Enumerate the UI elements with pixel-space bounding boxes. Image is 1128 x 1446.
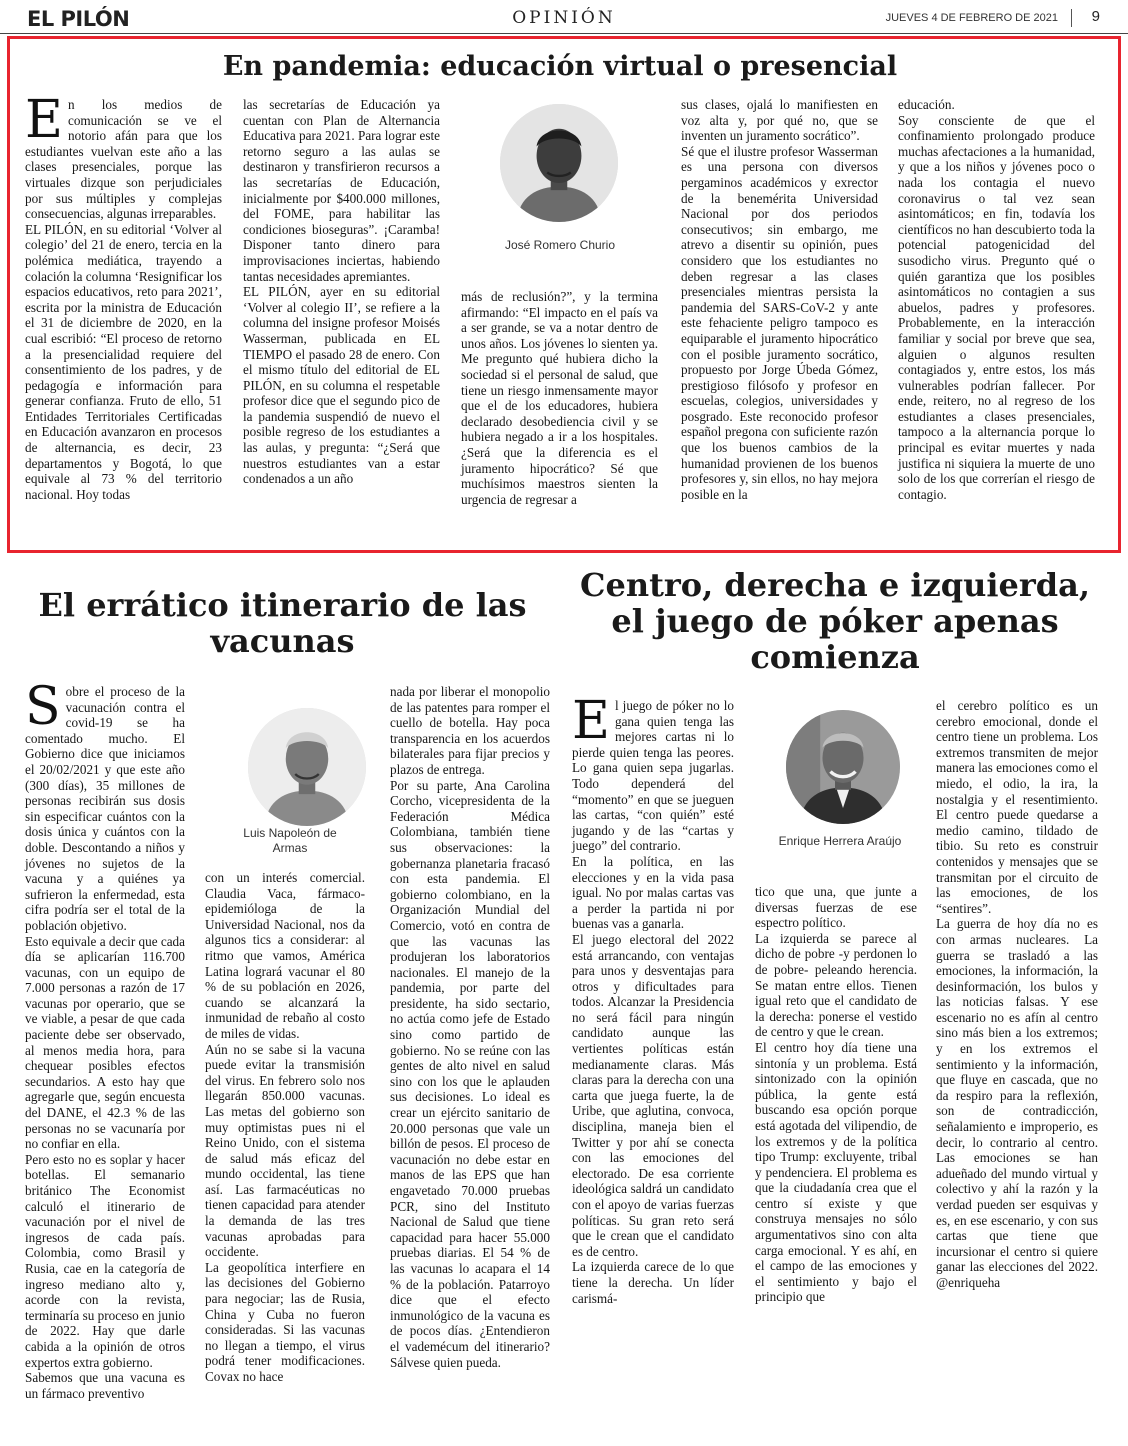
paragraph: el cerebro político es un cerebro emocional, donde el centro tiene un problema. Los extremos transmiten de mejor manera las emociones como el miedo, el odio, la ira, la nostalgia y el resentimiento. El centro puede quedarse a medio camino, tildado de tibio. Su reto es construir contenidos y mensajes que se transmitan por el circuito de las emociones, de los “sentires”. bbox=[936, 698, 1098, 916]
author-name-romero: José Romero Churio bbox=[504, 238, 616, 252]
author-photo-romero bbox=[500, 104, 618, 222]
author-name-herrera: Enrique Herrera Araújo bbox=[778, 834, 902, 848]
paragraph: En los medios de comunicación se ve el notorio afán para que los estudiantes vuelvan este año a las clases presenciales, porque las virtuales dizque son perjudiciales por sus múltiples y complejas consecuencias, algunas irreparables. bbox=[25, 90, 222, 222]
paragraph: Esto equivale a decir que cada día se aplicarían 116.700 vacunas, con un equipo de 7.000 personas a razón de 17 vacunas por operario, que se ve viable, a pesar de que cada paciente debe ser observado, al menos media hora, para chequear posibles efectos secundarios. A esto hay que agregarle que, según encuesta del DANE, el 42.3 % de las personas no se vacunaría por no confiar en ella. bbox=[25, 933, 186, 1152]
paragraph: Soy consciente de que el confinamiento prolongado produce muchas afectaciones a la humanidad, y que a los niños y jóvenes poco o nada los contagia el nuevo coronavirus o tal vez sean asintomáticos; en fin, todavía los científicos no han descubierto toda la potencial patogenicidad del susodicho virus. Pregunto qué o quién garantiza que los posibles asintomáticos no contagien a sus abuelos, padres y profesores. Probablemente, en la interacción familiar y social por breve que sea, alguien o algunos resulten contagiados y, entre estos, los más vulnerables podrían fallecer. Por ende, reitero, no al regreso de los estudiantes a clases presenciales, tampoco a la alternancia porque lo principal es evitar muertes y nada justifica ni siquiera la muerte de uno solo de los que correrían el riesgo de contagio. bbox=[898, 112, 1095, 502]
article-centro-column-1 bbox=[572, 691, 734, 1306]
paragraph: En la política, en las elecciones y en la vida pasa igual. No por malas cartas vas a perder la partida ni por buenas vas a ganarla. bbox=[572, 853, 734, 932]
article-centro-column-2 bbox=[755, 884, 917, 1305]
section-title: OPINIÓN bbox=[512, 8, 616, 28]
article-pandemia-column-4 bbox=[681, 97, 878, 502]
paragraph: EL PILÓN, en su editorial ‘Volver al colegio’ del 21 de enero, tercia en la polémica mediática, trayendo a colación la columna ‘Resignificar los espacios educativos, reto para 2021’, escrita por la ministra de Educación el 31 de diciembre de 2020, en la cual escribió: “El proceso de retorno a la presencialidad requiere del consentimiento de los padres, y de pedagogía e información para generar confianza. Fruto de ello, 51 Entidades Territoriales Certificadas en Educación avanzaron en procesos de alternancia, es decir, 23 departamentos y Bogotá, lo que equivale al 73 % del territorio nacional. Hoy todas bbox=[25, 221, 223, 502]
article-pandemia-column-2 bbox=[243, 97, 440, 487]
article-headline-centro: Centro, derecha e izquierda, el juego de póker apenas comienza bbox=[579, 566, 1091, 676]
article-vacunas-column-1 bbox=[25, 677, 186, 1401]
paragraph: Por su parte, Ana Carolina Corcho, vicepresidenta de la Federación Médica Colombiana, también tiene sus observaciones: la gobernanza planetaria fracasó con esta pandemia. El gobierno colombiano, en la Organización Mundial del Comercio, votó en contra de que las vacunas las produjeran los laboratorios nacionales. El manejo de la pandemia, por parte del presidente, ha sido sectario, no actúa como jefe de Estado sino como partido de gobierno. No se reúne con las gentes de alto nivel en salud sino con los que le aplauden sus decisiones. Lo ideal es crear un ejército sanitario de 20.000 personas que vale un billón de pesos. El proceso de vacunación no debe estar en manos de las EPS que han engavetado 70.000 pruebas PCR, sino del Instituto Nacional de Salud que tiene capacidad para hacer 55.000 pruebas diarias. El 54 % de las vacunas lo acapara el 14 % de la población. Patarroyo dice que el efecto inmunológico de la vacuna es de pocos días. ¿Entendieron el vademécum del itinerario? Sálvese quien pueda. bbox=[390, 777, 550, 1370]
article-centro-column-3 bbox=[936, 698, 1098, 1291]
paragraph: La geopolítica interfiere en las decisiones del Gobierno para negociar; las de Rusia, China y Cuba no fueron consideradas. Si las vacunas no llegan a tiempo, el virus podrá tener modificaciones. Covax no hace bbox=[205, 1259, 365, 1384]
paragraph: La izquierda se parece al dicho de pobre -y perdonen lo de pobre- peleando herencia. Se matan entre ellos. Tienen igual reto que el candidato de la derecha: ponerse el vestido de centro y que le crean. bbox=[755, 930, 917, 1040]
paragraph: con un interés comercial. Claudia Vaca, fármaco-epidemióloga de la Universidad Nacional, nos da algunos tics a considerar: al ritmo que vamos, América Latina logrará vacunar el 80 % de su población en 2026, cuando se alcanzará la inmunidad de rebaño al costo de miles de vidas. bbox=[205, 870, 365, 1041]
article-vacunas-column-2 bbox=[205, 870, 365, 1385]
page-header bbox=[0, 0, 1128, 34]
paragraph: El juego electoral del 2022 está arrancando, con ventajas para unos y desventajas para otros y dificultades para todos. Alcanzar la Presidencia no será fácil para ningún candidato aunque las vertientes políticas están medianamente claras. Más claras para la derecha con una carta que juega fuerte, la de Uribe, que aglutina, convoca, disciplina, maneja bien el Twitter y por ahí se conecta con las emociones del electorado. De esa corriente ideológica saldrá un candidato con el apoyo de varias fuerzas políticas. Su gran reto será que le crean que el candidato es de centro. bbox=[572, 931, 734, 1259]
paragraph: educación. bbox=[898, 97, 955, 112]
header-divider bbox=[1071, 9, 1072, 27]
author-photo-herrera bbox=[786, 710, 900, 824]
paragraph: Sobre el proceso de la vacunación contra el covid-19 se ha comentado mucho. El Gobierno dice que iniciamos el 20/02/2021 y que este año (300 días), 35 millones de personas recibirán sus dosis sin especificar cuántos con la dosis única y cuántos con la doble. Descontando a niños y jóvenes no sujetos de la vacuna y a quiénes ya sufrieron la enfermedad, esta cifra podría ser el total de la población objetivo. bbox=[25, 677, 185, 933]
article-headline-pandemia: En pandemia: educación virtual o presencial bbox=[222, 51, 898, 82]
paragraph: Pero esto no es soplar y hacer botellas. El semanario británico The Economist calculó el itinerario de vacunación por el nivel de ingresos de cada país. Colombia, como Brasil y Rusia, cae en la categoría de ingreso mediano alto y, acorde con la revista, terminaría su proceso en junio de 2022. Hay que darle cabida a la opinión de otros expertos extra gobierno. bbox=[25, 1151, 185, 1370]
portrait-icon bbox=[248, 708, 366, 826]
paragraph: La guerra de hoy día no es con armas nucleares. La guerra se trasladó a las emociones, la información, la desinformación, los bulos y las noticias falsas. Y ese escenario no es afín al centro sino más bien a los extremos; y en los extremos el sentimiento y la información, que fluye en cascada, que no da respiro para la reflexión, son de contradicción, señalamiento e improperio, es decir, lo contrario al centro. Las emociones se han adueñado del mundo virtual y colectivo y ahí la razón y la verdad pueden ser esquivas y es, en ese escenario, y con sus cartas que tiene que incursionar el centro si quiere ganar las elecciones del 2022. @enriqueha bbox=[936, 916, 1098, 1290]
paragraph: nada por liberar el monopolio de las patentes para romper el cuello de botella. Hay poca transparencia en los acuerdos bilaterales para fijar precios y plazos de entrega. bbox=[390, 684, 550, 777]
article-pandemia-column-3 bbox=[461, 289, 658, 507]
paragraph: Sabemos que una vacuna es un fármaco preventivo bbox=[25, 1370, 185, 1401]
newspaper-logo: EL PILÓN bbox=[27, 7, 130, 31]
paragraph: El juego de póker no lo gana quien tenga las mejores cartas ni lo pierde quien tenga las peores. Lo gana quien sepa jugarlas. Todo dependerá del “momento” en que se jueguen las cartas, “con quién” esté jugando y de las “cartas y juego” del contrario. bbox=[572, 691, 734, 854]
paragraph: Sé que el ilustre profesor Wasserman es una persona con diversos pergaminos académicos y exrector de la benemérita Universidad Nacional por dos periodos consecutivos; sin embargo, me atrevo a disentir su opinión, pues considero que los estudiantes no deben regresar a las clases presenciales mientras persista la pandemia del SARS-CoV-2 y ante este fehaciente peligro tampoco es equiparable el juramento hipocrático con el posible juramento socrático, propuesto por Jorge Úbeda Gómez, prestigioso filósofo y profesor en escuelas, colegios, universidades y posgrado. Este reconocido profesor español pregona con suficiente razón que los buenos cambios de la humanidad provienen de los buenos profesores y, sin ellos, no hay mejora posible en la bbox=[681, 143, 878, 502]
author-name-napoleon: Luis Napoleón de Armas bbox=[243, 826, 337, 855]
paragraph: más de reclusión?”, y la termina afirmando: “El impacto en el país va a ser grande, se va a notar dentro de unos años. Los jóvenes lo sienten ya. Me pregunto qué hubiera dicho la sociedad si el personal de salud, que tiene un riesgo inmensamente mayor que el de los educadores, hubiera declarado desobediencia civil y se hubiera negado a ir a los hospitales. ¿Será que la diferencia es el juramento hipocrático? Sé que muchísimos maestros sienten la urgencia de regresar a bbox=[461, 289, 658, 507]
paragraph: las secretarías de Educación ya cuentan con Plan de Alternancia Educativa para 2021. Para lograr este retorno seguro a las aulas se destinaron y transfirieron recursos a las secretarías de Educación, inicialmente por $400.000 millones, del FOME, para habilitar las condiciones bioseguras”. ¡Caramba! Disponer tanto dinero para improvisaciones inciertas, habiendo tantas necesidades apremiantes. bbox=[243, 97, 440, 284]
article-pandemia-column-5 bbox=[898, 97, 1095, 502]
page-number: 9 bbox=[1091, 8, 1100, 25]
portrait-icon bbox=[786, 710, 900, 824]
paragraph: EL PILÓN, ayer en su editorial ‘Volver al colegio II’, se refiere a la columna del insigne profesor Moisés Wasserman, publicada en EL TIEMPO el pasado 28 de enero. Con el mismo título del editorial de EL PILÓN, en su columna el respetable profesor dice que el segundo pico de la pandemia suspendió de nuevo el posible regreso de los estudiantes a las aulas, y pregunta: “¿Será que nuestros estudiantes van a estar condenados a un año bbox=[243, 284, 440, 487]
article-headline-vacunas: El errático itinerario de las vacunas bbox=[38, 586, 527, 660]
article-vacunas-column-3 bbox=[390, 684, 550, 1370]
paragraph: Aún no se sabe si la vacuna puede evitar la transmisión del virus. En febrero solo nos llegarán 850.000 vacunas. Las metas del gobierno son muy optimistas pues ni el Reino Unido, con el sistema de salud más eficaz del mundo occidental, las tiene así. Las farmacéuticas no tienen capacidad para atender la demanda de las tres vacunas aprobadas para occidente. bbox=[205, 1041, 365, 1260]
paragraph: sus clases, ojalá lo manifiesten en voz alta y, por qué no, que se inventen un juramento socrático”. bbox=[681, 97, 878, 144]
paragraph: El centro hoy día tiene una sintonía y un problema. Está sintonizado con la opinión pública, la gente está buscando esa opción porque está agotada del vilipendio, de los extremos y de la política tipo Trump: excluyente, tribal y pendenciera. El problema es que la ciudadanía crea que el centro sí existe y que construya mensajes no sólo argumentativos sino con alta carga emocional. Y es ahí, en el campo de las emociones y el sentimiento y bajo el principio que bbox=[755, 1039, 917, 1305]
article-pandemia-column-1 bbox=[25, 90, 223, 502]
author-photo-napoleon bbox=[248, 708, 366, 826]
portrait-icon bbox=[500, 104, 618, 222]
paragraph: tico que una, que junte a diversas fuerzas de ese espectro político. bbox=[755, 884, 917, 931]
publication-date: JUEVES 4 DE FEBRERO DE 2021 bbox=[885, 12, 1058, 24]
paragraph: La izquierda carece de lo que tiene la derecha. Un líder carismá- bbox=[572, 1259, 734, 1306]
